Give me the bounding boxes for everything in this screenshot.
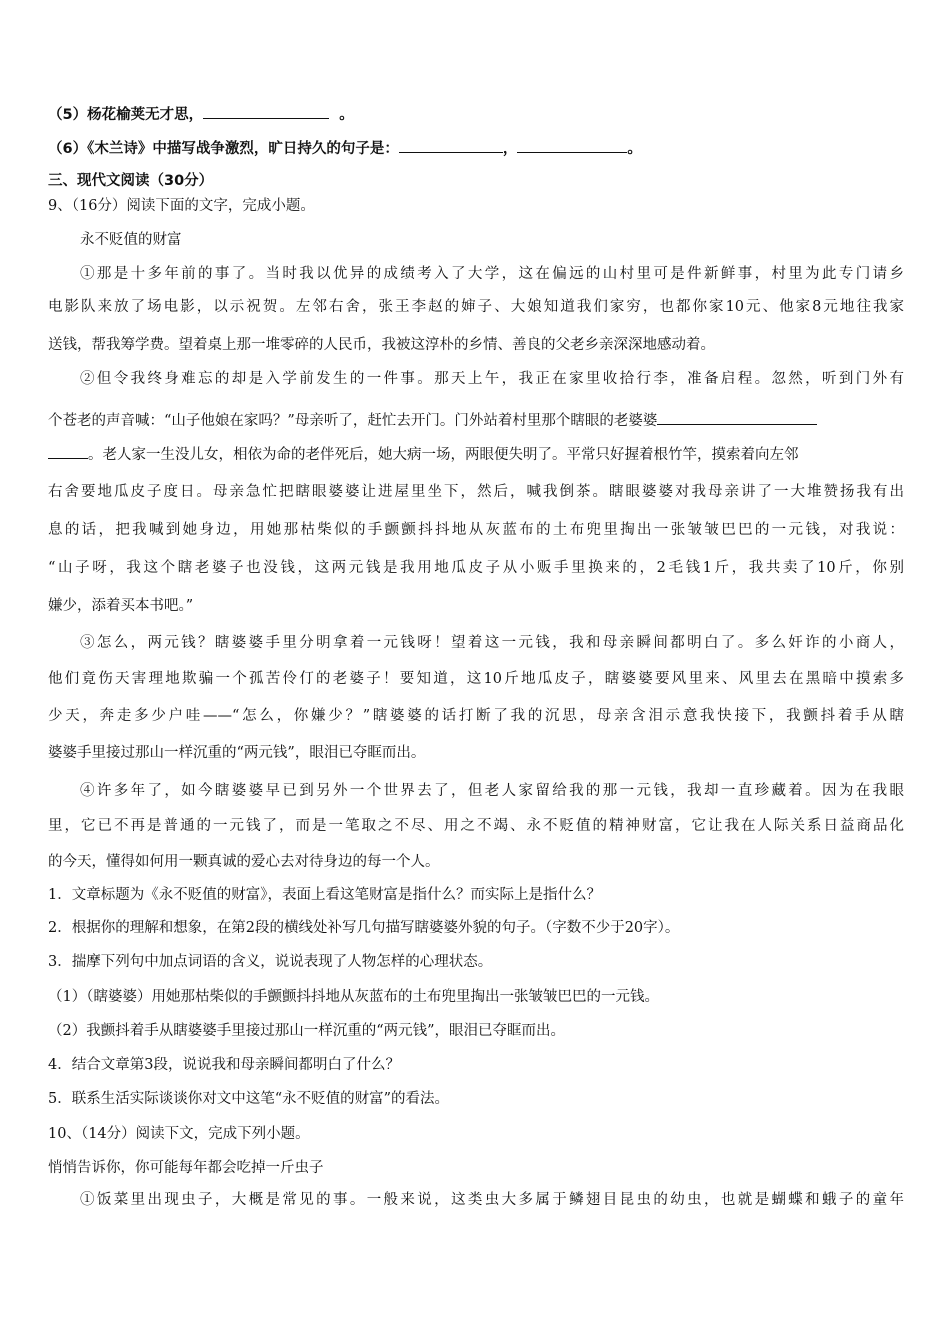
paragraph-line: “山子呀，我这个瞎老婆子也没钱，这两元钱是我用地瓜皮子从小贩手里换来的，2毛钱1斤，我共卖了10斤，你别: [48, 560, 904, 576]
paragraph-line: ③怎么，两元钱？瞎婆婆手里分明拿着一元钱呀！望着这一元钱，我和母亲瞬间都明白了。多么奸诈的小商人，: [80, 635, 904, 651]
paragraph-line: ①饭菜里出现虫子，大概是常见的事。一般来说，这类虫大多属于鳞翅目昆虫的幼虫，也就是蝴蝶和蛾子的童年: [80, 1192, 904, 1208]
paragraph-line-with-blank: [48, 410, 904, 431]
paragraph-line: 的今天，懂得如何用一颗真诚的爱心去对待身边的每一个人。: [48, 854, 440, 870]
paragraph-text: 个苍老的声音喊：“山子他娘在家吗？”母亲听了，赶忙去开门。门外站着村里那个瞎眼的老婆婆: [48, 413, 658, 429]
answer-blank[interactable]: [203, 104, 329, 119]
question-item: （1）（瞎婆婆）用她那枯柴似的手颤颤抖抖地从灰蓝布的土布兜里掏出一张皱皱巴巴的一元钱。: [48, 989, 659, 1005]
question-item: （2）我颤抖着手从瞎婆婆手里接过那山一样沉重的“两元钱”，眼泪已夺眶而出。: [48, 1023, 566, 1039]
question-6-line: [48, 138, 904, 159]
answer-blank[interactable]: [48, 444, 88, 459]
paragraph-line: 少天，奔走多少户哇——“怎么，你嫌少？”瞎婆婆的话打断了我的沉思，母亲含泪示意我快接下，我颤抖着手从瞎: [48, 708, 904, 724]
paragraph-line-with-blank: [48, 444, 904, 465]
passage-title: 永不贬值的财富: [80, 232, 182, 248]
paragraph-line: 婆婆手里接过那山一样沉重的“两元钱”，眼泪已夺眶而出。: [48, 745, 426, 761]
answer-blank[interactable]: [399, 138, 503, 153]
paragraph-line: ④许多年了，如今瞎婆婆早已到另外一个世界去了，但老人家留给我的那一元钱，我却一直珍藏着。因为在我眼: [80, 783, 904, 799]
paragraph-line: 息的话，把我喊到她身边，用她那枯柴似的手颤颤抖抖地从灰蓝布的土布兜里掏出一张皱皱巴巴的一元钱，对我说：: [48, 522, 904, 538]
question-item: 5．联系生活实际谈谈你对文中这笔“永不贬值的财富”的看法。: [48, 1091, 450, 1107]
question-9-intro: 9、（16分）阅读下面的文字，完成小题。: [48, 198, 315, 214]
paragraph-text: 。老人家一生没儿女，相依为命的老伴死后，她大病一场，两眼便失明了。平常只好握着根竹竿，摸索着向左邻: [88, 447, 799, 463]
paragraph-line: 里，它已不再是普通的一元钱了，而是一笔取之不尽、用之不竭、永不贬值的精神财富，它让我在人际关系日益商品化: [48, 818, 904, 834]
question-item: 1．文章标题为《永不贬值的财富》，表面上看这笔财富是指什么？而实际上是指什么？: [48, 887, 601, 903]
answer-blank[interactable]: [657, 410, 817, 425]
question-10-intro: 10、（14分）阅读下文，完成下列小题。: [48, 1126, 310, 1142]
answer-blank[interactable]: [517, 138, 627, 153]
question-5-text: （5）杨花榆荚无才思，: [48, 107, 204, 123]
paragraph-line: 电影队来放了场电影，以示祝贺。左邻右舍，张王李赵的婶子、大娘知道我们家穷，也都你家10元、他家8元地往我家: [48, 299, 904, 315]
question-5-line: [48, 104, 904, 125]
section-heading: 三、现代文阅读（30分）: [48, 173, 214, 189]
question-item: 4．结合文章第3段，说说我和母亲瞬间都明白了什么？: [48, 1057, 400, 1073]
paragraph-line: 送钱，帮我筹学费。望着桌上那一堆零碎的人民币，我被这淳朴的乡情、善良的父老乡亲深深地感动着。: [48, 337, 715, 353]
question-item: 2．根据你的理解和想象，在第2段的横线处补写几句描写瞎婆婆外貌的句子。（字数不少于20字）。: [48, 920, 680, 936]
paragraph-line: 右舍要地瓜皮子度日。母亲急忙把瞎眼婆婆让进屋里坐下，然后，喊我倒茶。瞎眼婆婆对我母亲讲了一大堆赞扬我有出: [48, 484, 904, 500]
paragraph-line: 他们竟伤天害理地欺骗一个孤苦伶仃的老婆子！要知道，这10斤地瓜皮子，瞎婆婆要风里来、风里去在黑暗中摸索多: [48, 671, 904, 687]
question-item: 3．揣摩下列句中加点词语的含义，说说表现了人物怎样的心理状态。: [48, 954, 493, 970]
question-6-text: （6）《木兰诗》中描写战争激烈，旷日持久的句子是：: [48, 141, 399, 157]
question-6-end: 。: [627, 141, 642, 157]
question-6-separator: ，: [502, 141, 518, 157]
paragraph-line: 嫌少，添着买本书吧。”: [48, 598, 194, 614]
question-5-end: 。: [339, 107, 354, 123]
passage-title: 悄悄告诉你，你可能每年都会吃掉一斤虫子: [48, 1160, 324, 1176]
paragraph-line: ①那是十多年前的事了。当时我以优异的成绩考入了大学，这在偏远的山村里可是件新鲜事，村里为此专门请乡: [80, 266, 904, 282]
paragraph-line: ②但令我终身难忘的却是入学前发生的一件事。那天上午，我正在家里收拾行李，准备启程。忽然，听到门外有: [80, 371, 904, 387]
